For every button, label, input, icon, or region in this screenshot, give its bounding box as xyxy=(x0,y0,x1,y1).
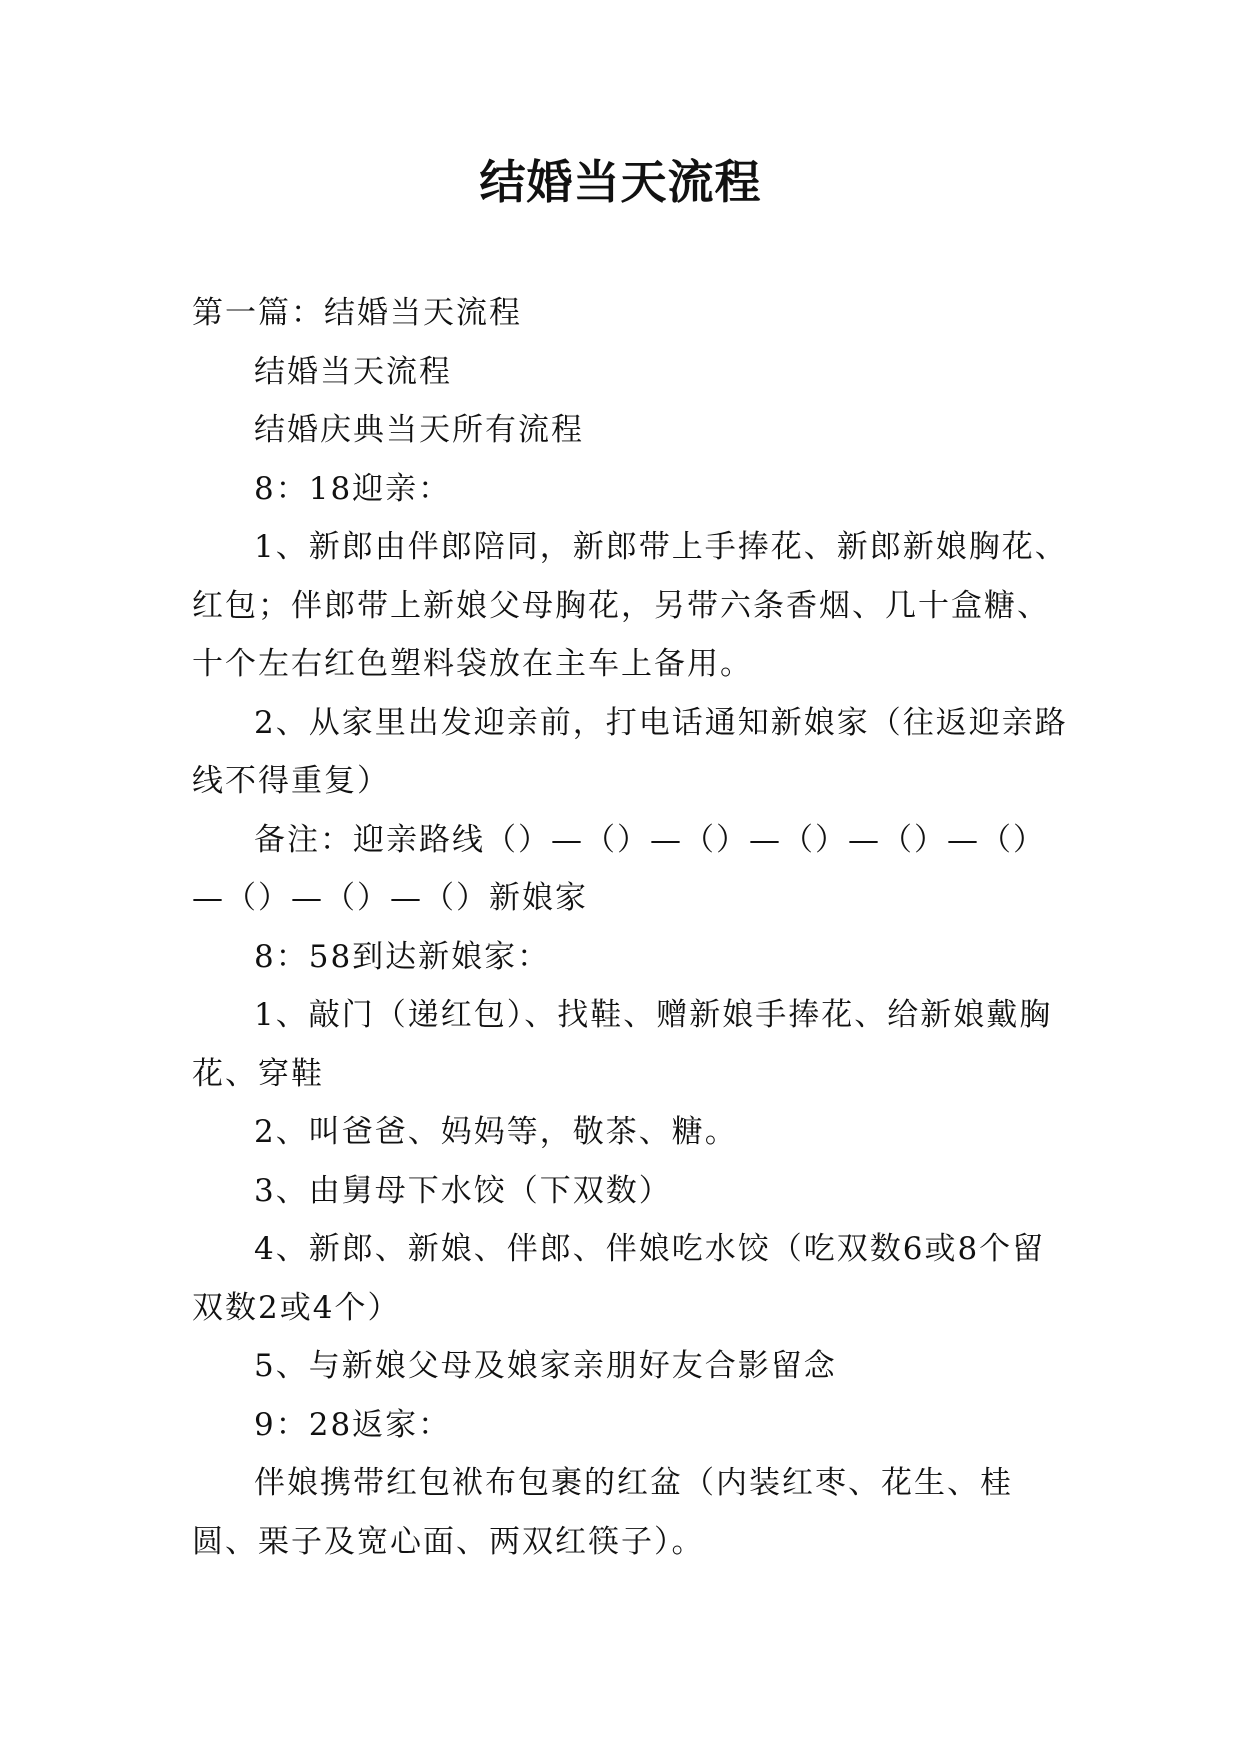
document-title: 结婚当天流程 xyxy=(479,155,762,209)
paragraph: 2、从家里出发迎亲前，打电话通知新娘家（往返迎亲路线不得重复） xyxy=(192,704,1068,799)
section-heading: 第一篇：结婚当天流程 xyxy=(192,295,522,331)
paragraph: 3、由舅母下水饺（下双数） xyxy=(254,1172,672,1209)
paragraph: 结婚庆典当天所有流程 xyxy=(254,412,584,448)
paragraph: 1、敲门（递红包）、找鞋、赠新娘手捧花、给新娘戴胸花、穿鞋 xyxy=(192,997,1053,1092)
paragraph: 1、新郎由伴郎陪同，新郎带上手捧花、新郎新娘胸花、红包；伴郎带上新娘父母胸花，另带六条香烟、几十盒糖、十个左右红色塑料袋放在主车上备用。 xyxy=(192,529,1068,682)
time-heading: 8：18迎亲： xyxy=(254,470,452,507)
paragraph: 4、新郎、新娘、伴郎、伴娘吃水饺（吃双数6或8个留双数2或4个） xyxy=(192,1231,1046,1326)
note-paragraph: 备注：迎亲路线（）—（）—（）—（）—（）—（）—（）—（）—（）新娘家 xyxy=(192,821,1046,916)
time-heading: 9：28返家： xyxy=(254,1406,452,1443)
paragraph: 结婚当天流程 xyxy=(254,353,452,390)
paragraph: 伴娘携带红包袱布包裹的红盆（内装红枣、花生、桂圆、栗子及宽心面、两双红筷子）。 xyxy=(192,1465,1013,1560)
time-heading: 8：58到达新娘家： xyxy=(254,938,551,975)
document-body xyxy=(192,284,1074,1571)
paragraph: 5、与新娘父母及娘家亲朋好友合影留念 xyxy=(254,1348,837,1384)
paragraph: 2、叫爸爸、妈妈等，敬茶、糖。 xyxy=(254,1114,738,1150)
